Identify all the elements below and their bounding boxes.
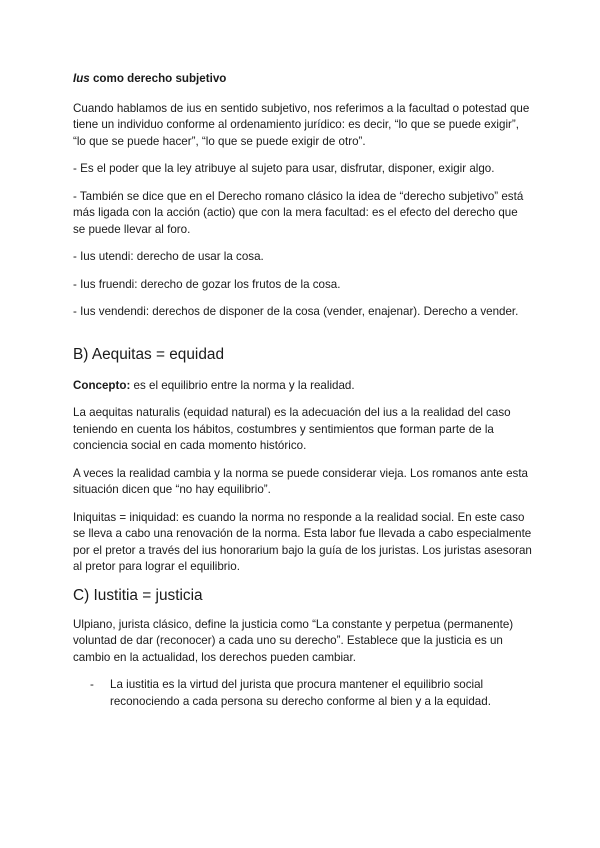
paragraph: Cuando hablamos de ius en sentido subjetivo, nos referimos a la facultad o potestad que tiene un individuo conforme al ordenamiento jurídico: es decir, “lo que se puede exigir”, “lo que se puede hacer”, “lo que se puede exigir de otro”. — [73, 101, 530, 148]
paragraph: Ulpiano, jurista clásico, define la justicia como “La constante y perpetua (permanente) voluntad de dar (reconocer) a cada uno su derecho”. Establece que la justicia es un cambio en la actualidad, los derechos pueden cambiar. — [73, 617, 514, 664]
paragraph: - Ius vendendi: derechos de disponer de la cosa (vender, enajenar). Derecho a vender. — [73, 305, 519, 318]
subsection-title — [73, 71, 533, 88]
section-heading-iustitia: C) Iustitia = justicia — [73, 586, 203, 604]
section-heading-aequitas: B) Aequitas = equidad — [73, 345, 225, 363]
list-item-text: La iustitia es la virtud del jurista que procura mantener el equilibrio social reconociendo a cada persona su derecho conforme al bien y a la equidad. — [110, 678, 491, 708]
subsection-title-italic: Ius — [73, 72, 90, 85]
document-body — [73, 71, 533, 710]
bullet-list — [73, 677, 533, 710]
paragraph: - También se dice que en el Derecho romano clásico la idea de “derecho subjetivo” está más ligada con la acción (actio) que con la mera facultad: es el efecto del derecho que se puede llevar al foro. — [73, 189, 524, 236]
paragraph: - Ius utendi: derecho de usar la cosa. — [73, 250, 264, 263]
subsection-title-rest: como derecho subjetivo — [89, 72, 227, 85]
bullet-dash: - — [90, 678, 94, 691]
list-item — [73, 677, 533, 710]
paragraph: A veces la realidad cambia y la norma se puede considerar vieja. Los romanos ante esta situación dicen que “no hay equilibrio”. — [73, 466, 528, 496]
concept-text: es el equilibrio entre la norma y la realidad. — [130, 378, 355, 392]
concept-label: Concepto: — [73, 378, 131, 392]
paragraph: Iniquitas = iniquidad: es cuando la norma no responde a la realidad social. En este caso se lleva a cabo una renovación de la norma. Esta labor fue llevada a cabo especialmente por el pretor a través del ius honorarium bajo la guía de los juristas. Los juristas asesoran al pretor para lograr el equilibrio. — [73, 510, 532, 573]
concept-paragraph — [73, 378, 533, 395]
paragraph: La aequitas naturalis (equidad natural) es la adecuación del ius a la realidad del caso teniendo en cuenta los hábitos, costumbres y sentimientos que forman parte de la conciencia social en cada momento histórico. — [73, 406, 511, 452]
paragraph: - Ius fruendi: derecho de gozar los frutos de la cosa. — [73, 277, 341, 291]
paragraph: - Es el poder que la ley atribuye al sujeto para usar, disfrutar, disponer, exigir algo. — [73, 162, 495, 175]
